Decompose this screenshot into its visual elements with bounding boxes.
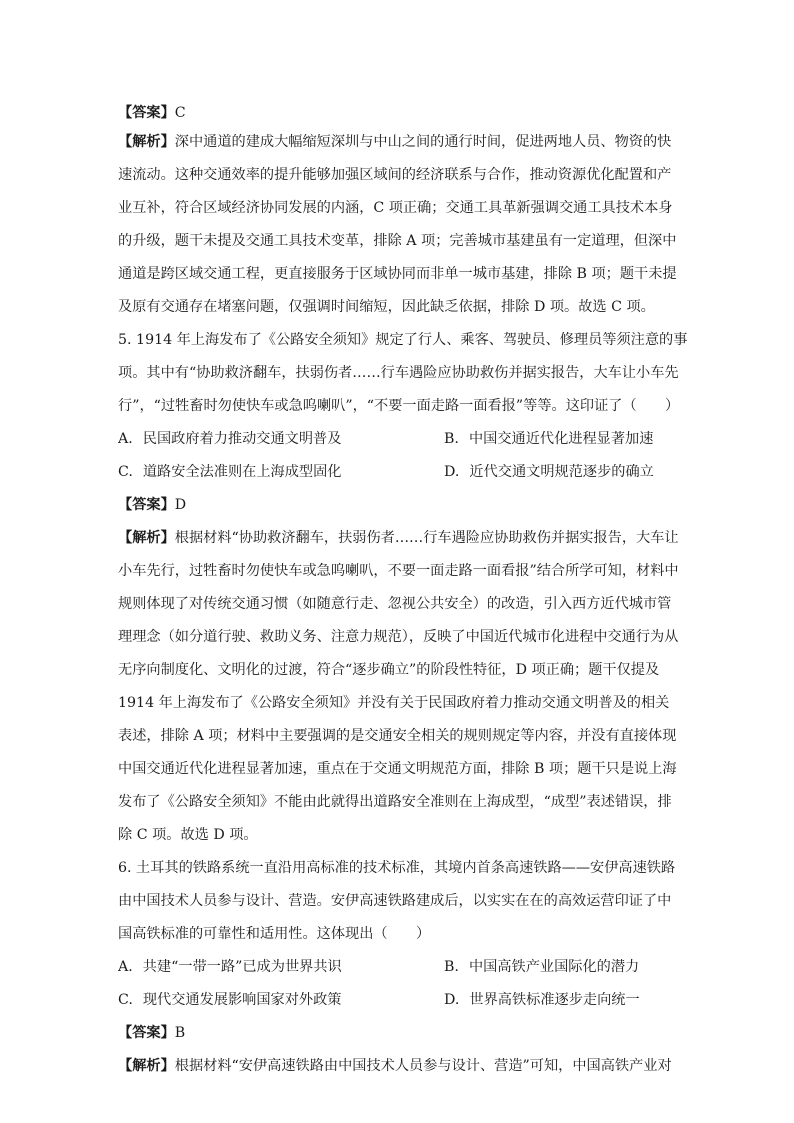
analysis-tag: 【解析】 [118, 530, 175, 546]
analysis-line: 通道是跨区域交通工程，更直接服务于区域协同而非单一城市基建，排除 B 项；题干未提 [118, 266, 677, 282]
question-stem-line: 行”，“过牲畜时勿使快车或急呜喇叭”，“不要一面走路一面看报”等等。这印证了（ ） [118, 398, 680, 414]
option-b: B. 中国高铁产业国际化的潜力 [444, 959, 640, 975]
answer-value: C [174, 105, 186, 121]
analysis-line: 速流动。这种交通效率的提升能够加强区域间的经济联系与合作，推动资源优化配置和产 [118, 167, 672, 183]
analysis-line: 无序向制度化、文明化的过渡，符合“逐步确立”的阶段性特征，D 项正确；题干仅提及 [118, 662, 660, 678]
analysis-line: 1914 年上海发布了《公路安全须知》并没有关于民国政府着力推动交通文明普及的相关 [118, 695, 670, 711]
analysis-line: 除 C 项。故选 D 项。 [118, 827, 258, 843]
analysis-line: 表述，排除 A 项；材料中主要强调的是交通安全相关的规则规定等内容，并没有直接体现 [118, 728, 677, 744]
analysis-tag: 【解析】 [118, 1058, 175, 1074]
analysis-tag: 【解析】 [118, 134, 175, 150]
option-d: D. 世界高铁标准逐步走向统一 [444, 992, 640, 1008]
question-stem-line: 6. 土耳其的铁路系统一直沿用高标准的技术标准，其境内首条高速铁路——安伊高速铁路 [118, 860, 676, 876]
analysis-line: 【解析】根据材料“协助救济翻车，扶弱伤者……行车遇险应协助救伤并据实报告，大车让 [118, 530, 679, 546]
question-stem-line: 5. 1914 年上海发布了《公路安全须知》规定了行人、乘客、驾驶员、修理员等须注意的事 [118, 332, 688, 348]
analysis-line: 【解析】根据材料“安伊高速铁路由中国技术人员参与设计、营造”可知，中国高铁产业对 [118, 1058, 672, 1074]
answer-tag: 【答案】 [118, 105, 175, 121]
analysis-line: 业互补，符合区域经济协同发展的内涵，C 项正确；交通工具革新强调交通工具技术本身 [118, 200, 673, 216]
option-a: A. 共建“一带一路”已成为世界共识 [118, 959, 342, 975]
answer-tag: 【答案】 [118, 497, 175, 513]
question-stem-line: 国高铁标准的可靠性和适用性。这体现出（ ） [118, 926, 431, 942]
answer-line [118, 491, 186, 520]
analysis-line: 中国交通近代化进程显著加速，重点在于交通文明规范方面，排除 B 项；题干只是说上海 [118, 761, 677, 777]
option-a: A. 民国政府着力推动交通文明普及 [118, 431, 342, 447]
option-c: C. 道路安全法准则在上海成型固化 [118, 464, 342, 480]
answer-tag: 【答案】 [118, 1025, 175, 1041]
analysis-line: 规则体现了对传统交通习惯（如随意行走、忽视公共安全）的改造，引入西方近代城市管 [118, 596, 672, 612]
answer-line [118, 1019, 185, 1048]
analysis-line: 理理念（如分道行驶、救助义务、注意力规范），反映了中国近代城市化进程中交通行为从 [118, 629, 679, 645]
analysis-line: 小车先行，过牲畜时勿使快车或急呜喇叭，不要一面走路一面看报”结合所学可知，材料中 [118, 563, 679, 579]
question-stem-line: 项。其中有“协助救济翻车，扶弱伤者……行车遇险应协助救伤并据实报告，大车让小车先 [118, 365, 679, 381]
answer-value: D [174, 497, 187, 513]
option-b: B. 中国交通近代化进程显著加速 [444, 431, 654, 447]
option-d: D. 近代交通文明规范逐步的确立 [444, 464, 654, 480]
analysis-line: 及原有交通存在堵塞问题，仅强调时间缩短，因此缺乏依据，排除 D 项。故选 C 项。 [118, 299, 655, 315]
answer-value: B [174, 1025, 186, 1041]
analysis-line: 【解析】深中通道的建成大幅缩短深圳与中山之间的通行时间，促进两地人员、物资的快 [118, 134, 672, 150]
answer-line [118, 99, 186, 128]
option-c: C. 现代交通发展影响国家对外政策 [118, 992, 342, 1008]
analysis-line: 发布了《公路安全须知》不能由此就得出道路安全准则在上海成型，“成型”表述错误，排 [118, 794, 672, 810]
analysis-line: 的升级，题干未提及交通工具技术变革，排除 A 项；完善城市基建虽有一定道理，但深中 [118, 233, 677, 249]
question-stem-line: 由中国技术人员参与设计、营造。安伊高速铁路建成后，以实实在在的高效运营印证了中 [118, 893, 672, 909]
